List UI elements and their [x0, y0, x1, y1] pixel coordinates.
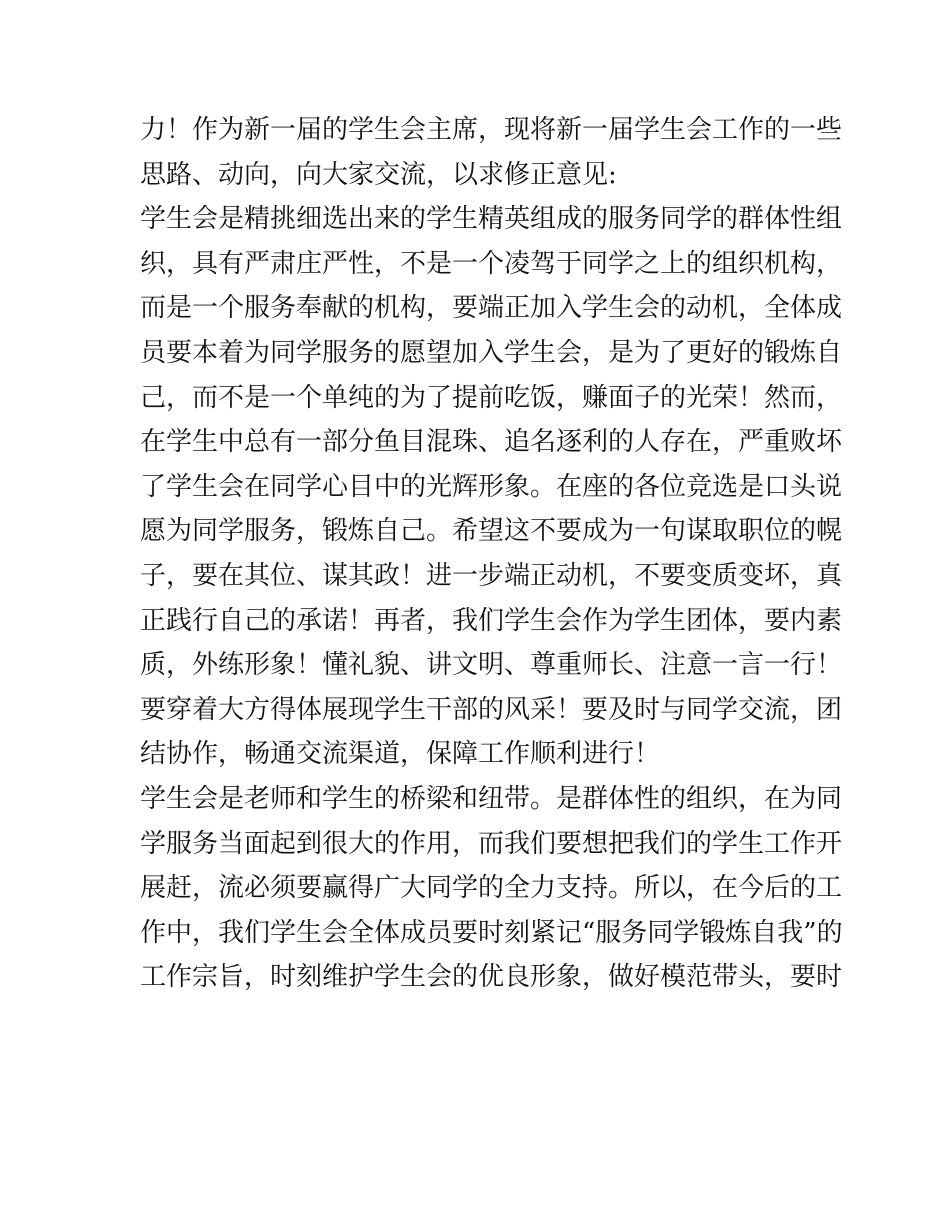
text-line: 思路、动向，向大家交流，以求修正意见: [140, 159, 617, 190]
text-line: 愿为同学服务，锻炼自己。希望这不要成为一句谋取职位的幌 [140, 516, 843, 547]
text-line: 员要本着为同学服务的愿望加入学生会，是为了更好的锻炼自 [140, 337, 843, 368]
text-line: 作中，我们学生会全体成员要时刻紧记“服务同学锻炼自我”的 [140, 917, 843, 948]
text-line: 子，要在其位、谋其政！进一步端正动机，不要变质变坏，真 [140, 560, 843, 591]
text-line: 学生会是精挑细选出来的学生精英组成的服务同学的群体性组 [140, 204, 843, 235]
text-line: 在学生中总有一部分鱼目混珠、追名逐利的人存在，严重败坏 [140, 427, 843, 458]
text-line: 要穿着大方得体展现学生干部的风采！要及时与同学交流，团 [140, 694, 843, 725]
text-line: 学生会是老师和学生的桥梁和纽带。是群体性的组织，在为同 [140, 783, 843, 814]
text-line: 织，具有严肃庄严性，不是一个凌驾于同学之上的组织机构， [140, 248, 843, 279]
text-line: 而是一个服务奉献的机构，要端正加入学生会的动机，全体成 [140, 293, 843, 324]
text-line: 学服务当面起到很大的作用，而我们要想把我们的学生工作开 [140, 828, 843, 859]
text-line: 展赶，流必须要赢得广大同学的全力支持。所以，在今后的工 [140, 873, 843, 904]
text-line: 己，而不是一个单纯的为了提前吃饭，赚面子的光荣！然而， [140, 382, 843, 413]
text-line: 正践行自己的承诺！再者，我们学生会作为学生团体，要内素 [140, 605, 843, 636]
text-line: 了学生会在同学心目中的光辉形象。在座的各位竞选是口头说 [140, 471, 843, 502]
text-line: 结协作，畅通交流渠道，保障工作顺利进行！ [140, 739, 661, 770]
text-line: 质，外练形象！懂礼貌、讲文明、尊重师长、注意一言一行！ [140, 650, 843, 681]
body-text [140, 108, 843, 1000]
text-line: 力！作为新一届的学生会主席，现将新一届学生会工作的一些 [140, 115, 843, 145]
text-line: 工作宗旨，时刻维护学生会的优良形象，做好模范带头，要时 [140, 962, 843, 993]
